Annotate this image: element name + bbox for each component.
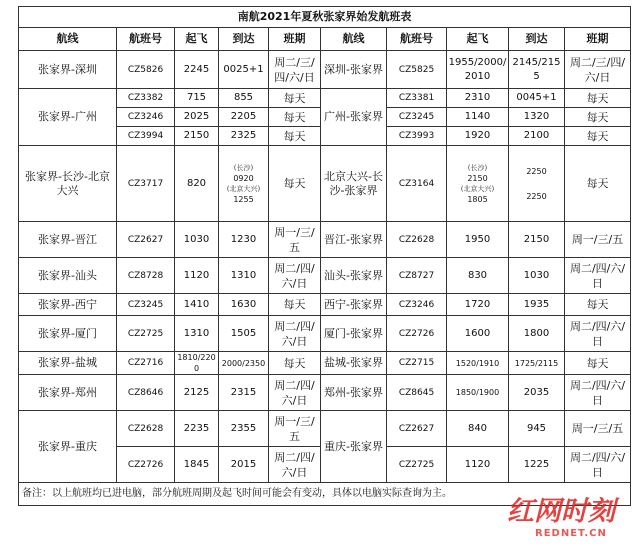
arrive-cell-multi xyxy=(219,146,269,222)
arrive-cell: 0025+1 xyxy=(219,51,269,89)
schedule-cell: 每天 xyxy=(565,294,631,316)
arrive-cell: 2015 xyxy=(219,447,269,483)
depart-cell: 1720 xyxy=(447,294,509,316)
flight-cell: CZ2628 xyxy=(117,411,175,447)
depart-cell: 1950 xyxy=(447,222,509,258)
table-title: 南航2021年夏秋张家界始发航班表 xyxy=(19,7,631,28)
route-cell: 张家界-广州 xyxy=(19,89,117,146)
flight-cell: CZ3246 xyxy=(387,294,447,316)
arrive-cell: 1310 xyxy=(219,258,269,294)
flight-cell: CZ2627 xyxy=(387,411,447,447)
schedule-cell: 每天 xyxy=(269,146,321,222)
header-flight: 航班号 xyxy=(117,28,175,51)
schedule-cell: 每天 xyxy=(565,146,631,222)
schedule-cell: 周二/四/六/日 xyxy=(269,375,321,411)
route-cell: 张家界-重庆 xyxy=(19,411,117,483)
route-cell: 汕头-张家界 xyxy=(321,258,387,294)
depart-cell: 2235 xyxy=(175,411,219,447)
flight-cell: CZ5825 xyxy=(387,51,447,89)
flight-cell: CZ2627 xyxy=(117,222,175,258)
schedule-cell: 周二/四/六/日 xyxy=(565,447,631,483)
depart-cell: 1310 xyxy=(175,316,219,352)
route-cell: 西宁-张家界 xyxy=(321,294,387,316)
schedule-cell: 每天 xyxy=(269,89,321,108)
flight-cell: CZ3245 xyxy=(117,294,175,316)
depart-cell: 1600 xyxy=(447,316,509,352)
route-cell: 重庆-张家界 xyxy=(321,411,387,483)
depart-cell: 2150 xyxy=(175,127,219,146)
flight-cell: CZ2628 xyxy=(387,222,447,258)
schedule-cell: 每天 xyxy=(565,352,631,375)
header-depart-return: 起飞 xyxy=(447,28,509,51)
depart-cell: 1030 xyxy=(175,222,219,258)
table-row xyxy=(19,352,631,375)
schedule-cell: 每天 xyxy=(269,352,321,375)
schedule-cell: 每天 xyxy=(565,108,631,127)
route-cell: 厦门-张家界 xyxy=(321,316,387,352)
schedule-cell: 每天 xyxy=(269,108,321,127)
header-flight-return: 航班号 xyxy=(387,28,447,51)
arrive-cell: 1630 xyxy=(219,294,269,316)
depart-cell: 830 xyxy=(447,258,509,294)
logo-text: 红网时刻 xyxy=(507,496,615,527)
stop-time: 1255 xyxy=(233,194,254,204)
schedule-cell: 每天 xyxy=(269,294,321,316)
arrive-cell: 1225 xyxy=(509,447,565,483)
route-cell: 晋江-张家界 xyxy=(321,222,387,258)
schedule-cell: 周二/三/四/六/日 xyxy=(269,51,321,89)
depart-cell: 715 xyxy=(175,89,219,108)
route-cell: 张家界-盐城 xyxy=(19,352,117,375)
schedule-cell: 周二/三/四/六/日 xyxy=(565,51,631,89)
stop-label: (北京大兴) xyxy=(460,184,495,193)
flight-cell: CZ3246 xyxy=(117,108,175,127)
flight-cell: CZ3994 xyxy=(117,127,175,146)
schedule-cell: 每天 xyxy=(565,127,631,146)
depart-cell: 2245 xyxy=(175,51,219,89)
depart-cell: 1140 xyxy=(447,108,509,127)
depart-cell: 820 xyxy=(175,146,219,222)
arrive-cell: 2315 xyxy=(219,375,269,411)
flight-cell: CZ3993 xyxy=(387,127,447,146)
schedule-cell: 周二/四/六/日 xyxy=(565,375,631,411)
depart-cell: 1120 xyxy=(447,447,509,483)
arrive-cell: 1935 xyxy=(509,294,565,316)
depart-cell: 840 xyxy=(447,411,509,447)
schedule-cell: 周二/四/六/日 xyxy=(565,316,631,352)
route-cell: 张家界-郑州 xyxy=(19,375,117,411)
arrive-cell: 945 xyxy=(509,411,565,447)
schedule-cell: 周一/三/五 xyxy=(565,411,631,447)
flight-cell: CZ5826 xyxy=(117,51,175,89)
route-cell: 张家界-汕头 xyxy=(19,258,117,294)
arrive-cell: 1030 xyxy=(509,258,565,294)
arrive-cell: 1230 xyxy=(219,222,269,258)
arrive-cell: 1505 xyxy=(219,316,269,352)
logo-sub: REDNET.CN xyxy=(535,528,607,539)
depart-cell: 1920 xyxy=(447,127,509,146)
depart-cell: 1955/2000/2010 xyxy=(447,51,509,89)
flight-cell: CZ2725 xyxy=(387,447,447,483)
schedule-cell: 周二/四/六/日 xyxy=(269,316,321,352)
depart-cell: 1850/1900 xyxy=(447,375,509,411)
stop-label: (长沙) xyxy=(467,163,488,172)
table-row xyxy=(19,375,631,411)
arrive-cell: 855 xyxy=(219,89,269,108)
arrive-cell: 2000/2350 xyxy=(219,352,269,375)
flight-cell: CZ3717 xyxy=(117,146,175,222)
route-cell: 张家界-厦门 xyxy=(19,316,117,352)
flight-cell: CZ2716 xyxy=(117,352,175,375)
stop-time: 0920 xyxy=(233,173,254,183)
stop-time: 1805 xyxy=(467,194,488,204)
header-arrive: 到达 xyxy=(219,28,269,51)
stop-time: 2250 xyxy=(526,166,547,176)
flight-cell: CZ2725 xyxy=(117,316,175,352)
stop-time: 2150 xyxy=(467,173,488,183)
arrive-cell: 1320 xyxy=(509,108,565,127)
stop-label: (长沙) xyxy=(233,163,254,172)
stop-time: 2250 xyxy=(526,191,547,201)
depart-cell: 2125 xyxy=(175,375,219,411)
table-row xyxy=(19,222,631,258)
schedule-cell: 周一/三/五 xyxy=(269,411,321,447)
route-cell: 张家界-晋江 xyxy=(19,222,117,258)
depart-cell-multi xyxy=(447,146,509,222)
flight-cell: CZ8645 xyxy=(387,375,447,411)
depart-cell: 1120 xyxy=(175,258,219,294)
flight-cell: CZ3382 xyxy=(117,89,175,108)
depart-cell: 2025 xyxy=(175,108,219,127)
schedule-cell: 周二/四/六/日 xyxy=(565,258,631,294)
route-cell: 北京大兴-长沙-张家界 xyxy=(321,146,387,222)
arrive-cell: 1800 xyxy=(509,316,565,352)
flight-cell: CZ8646 xyxy=(117,375,175,411)
header-route-return: 航线 xyxy=(321,28,387,51)
route-cell: 深圳-张家界 xyxy=(321,51,387,89)
arrive-cell: 2145/2155 xyxy=(509,51,565,89)
depart-cell: 1845 xyxy=(175,447,219,483)
arrive-cell: 2150 xyxy=(509,222,565,258)
arrive-cell-multi xyxy=(509,146,565,222)
arrive-cell: 2325 xyxy=(219,127,269,146)
header-route: 航线 xyxy=(19,28,117,51)
table-row xyxy=(19,294,631,316)
flight-cell: CZ8727 xyxy=(387,258,447,294)
table-row xyxy=(19,146,631,222)
route-cell: 张家界-深圳 xyxy=(19,51,117,89)
route-cell: 张家界-长沙-北京大兴 xyxy=(19,146,117,222)
arrive-cell: 2100 xyxy=(509,127,565,146)
schedule-cell: 每天 xyxy=(269,127,321,146)
schedule-table xyxy=(18,6,631,506)
schedule-cell: 周一/三/五 xyxy=(565,222,631,258)
flight-cell: CZ8728 xyxy=(117,258,175,294)
table-row xyxy=(19,51,631,89)
table-row xyxy=(19,316,631,352)
arrive-cell: 2205 xyxy=(219,108,269,127)
schedule-cell: 每天 xyxy=(565,89,631,108)
flight-cell: CZ3164 xyxy=(387,146,447,222)
flight-cell: CZ2726 xyxy=(117,447,175,483)
depart-cell: 2310 xyxy=(447,89,509,108)
depart-cell: 1810/2200 xyxy=(175,352,219,375)
arrive-cell: 2355 xyxy=(219,411,269,447)
schedule-cell: 周二/四/六/日 xyxy=(269,447,321,483)
route-cell: 广州-张家界 xyxy=(321,89,387,146)
route-cell: 张家界-西宁 xyxy=(19,294,117,316)
route-cell: 盐城-张家界 xyxy=(321,352,387,375)
arrive-cell: 0045+1 xyxy=(509,89,565,108)
depart-cell: 1410 xyxy=(175,294,219,316)
stop-label: (北京大兴) xyxy=(226,184,261,193)
table-row xyxy=(19,411,631,447)
schedule-cell: 周一/三/五 xyxy=(269,222,321,258)
header-schedule: 班期 xyxy=(269,28,321,51)
table-note: 备注：以上航班均已进电脑，部分航班周期及起飞时间可能会有变动，具体以电脑实际查询为主。 xyxy=(19,483,631,506)
flight-cell: CZ2715 xyxy=(387,352,447,375)
table-row xyxy=(19,89,631,108)
table-row xyxy=(19,258,631,294)
route-cell: 郑州-张家界 xyxy=(321,375,387,411)
arrive-cell: 1725/2115 xyxy=(509,352,565,375)
header-schedule-return: 班期 xyxy=(565,28,631,51)
arrive-cell: 2035 xyxy=(509,375,565,411)
header-arrive-return: 到达 xyxy=(509,28,565,51)
depart-cell: 1520/1910 xyxy=(447,352,509,375)
flight-cell: CZ3245 xyxy=(387,108,447,127)
flight-cell: CZ3381 xyxy=(387,89,447,108)
flight-cell: CZ2726 xyxy=(387,316,447,352)
schedule-cell: 周二/四/六/日 xyxy=(269,258,321,294)
header-depart: 起飞 xyxy=(175,28,219,51)
rednet-logo xyxy=(505,486,637,542)
